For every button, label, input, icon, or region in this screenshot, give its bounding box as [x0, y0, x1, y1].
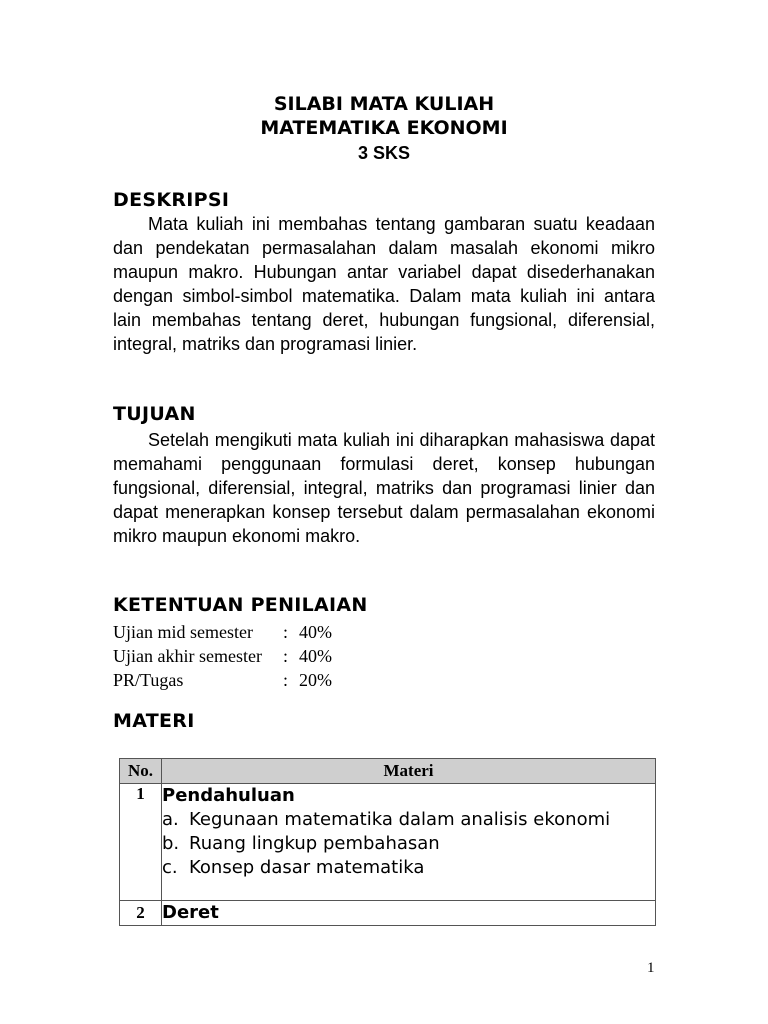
- grading-label: PR/Tugas: [113, 670, 184, 690]
- section-heading-penilaian: KETENTUAN PENILAIAN: [113, 594, 368, 616]
- subitem-text: Ruang lingkup pembahasan: [189, 833, 440, 854]
- column-header-no: No.: [120, 759, 162, 784]
- subitem-text: Kegunaan matematika dalam analisis ekonomi: [189, 809, 611, 830]
- row-content: [162, 901, 656, 926]
- subitem-letter: c.: [162, 857, 178, 878]
- grading-colon: :: [283, 622, 289, 642]
- table-row: [120, 901, 656, 926]
- section-heading-tujuan: TUJUAN: [113, 403, 196, 425]
- topic-subitem: [162, 808, 655, 832]
- subitem-text: Konsep dasar matematika: [189, 857, 425, 878]
- topic-title: Pendahuluan: [162, 785, 295, 806]
- grading-colon: :: [283, 646, 289, 666]
- table-header-row: [120, 759, 656, 784]
- syllabus-title: SILABI MATA KULIAH: [273, 93, 495, 115]
- table-row: [120, 784, 656, 901]
- topic-subitem: [162, 856, 655, 880]
- section-heading-materi: MATERI: [113, 710, 195, 732]
- materi-table: [119, 758, 656, 926]
- page-number: 1: [647, 960, 655, 976]
- topic-subitem: [162, 832, 655, 856]
- grading-label: Ujian akhir semester: [113, 646, 262, 666]
- row-number: 2: [120, 901, 162, 926]
- credit-units: 3 SKS: [357, 143, 411, 163]
- topic-title: Deret: [162, 902, 219, 923]
- grading-value: 20%: [299, 670, 332, 690]
- grading-value: 40%: [299, 646, 332, 666]
- column-header-materi: Materi: [162, 759, 656, 784]
- grading-label: Ujian mid semester: [113, 622, 253, 642]
- subitem-letter: b.: [162, 833, 180, 854]
- course-name: MATEMATIKA EKONOMI: [260, 117, 508, 139]
- subitem-letter: a.: [162, 809, 179, 830]
- section-heading-deskripsi: DESKRIPSI: [113, 189, 230, 211]
- tujuan-paragraph: Setelah mengikuti mata kuliah ini diharapkan mahasiswa dapat memahami penggunaan formulasi deret, konsep hubungan fungsional, diferensial, integral, matriks dan programasi linier dan dapat menerapkan konsep tersebut dalam permasalahan ekonomi mikro maupun ekonomi makro.: [113, 430, 655, 546]
- grading-value: 40%: [299, 622, 332, 642]
- row-number: 1: [120, 784, 162, 901]
- deskripsi-paragraph: Mata kuliah ini membahas tentang gambaran suatu keadaan dan pendekatan permasalahan dalam masalah ekonomi mikro maupun makro. Hubungan antar variabel dapat disederhanakan dengan simbol-simbol matematika. Dalam mata kuliah ini antara lain membahas tentang deret, hubungan fungsional, diferensial, integral, matriks dan programasi linier.: [113, 214, 655, 354]
- row-content: [162, 784, 656, 901]
- grading-colon: :: [283, 670, 289, 690]
